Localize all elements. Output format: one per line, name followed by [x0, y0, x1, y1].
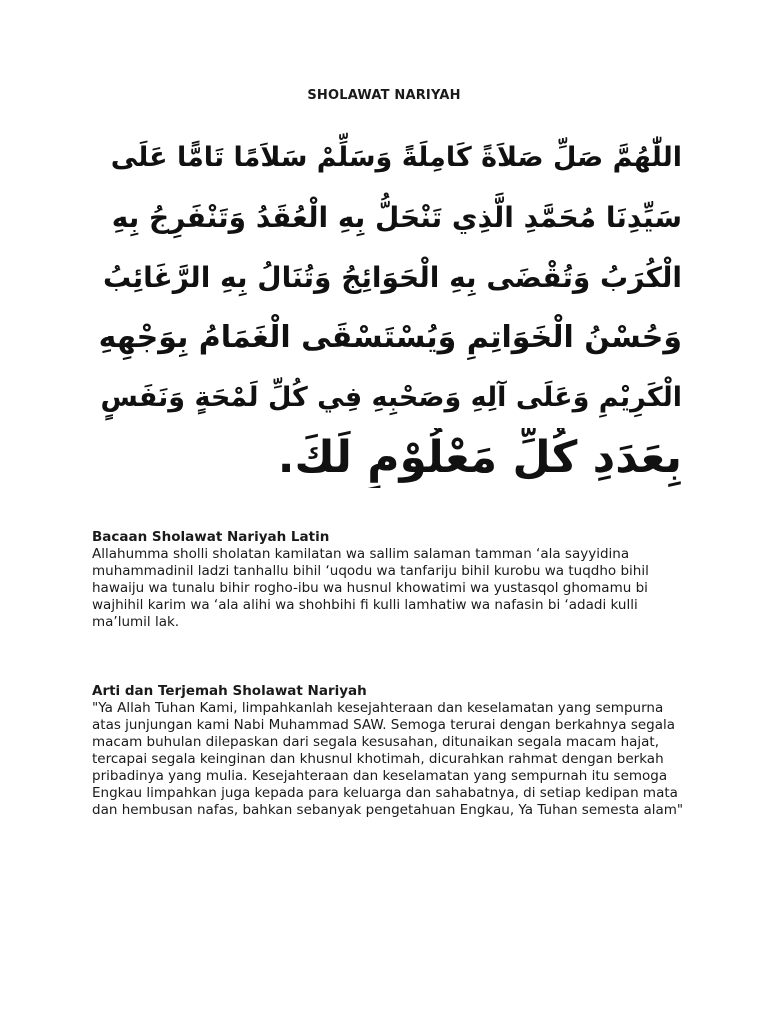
- translation-section-body: "Ya Allah Tuhan Kami, limpahkanlah kesejahteraan dan keselamatan yang sempurna atas junjungan kami Nabi Muhammad SAW. Semoga terurai dengan berkahnya segala macam buhulan dilepaskan dari segala kesusahan, ditunaikan segala macam hajat, tercapai segala keinginan dan khusnul khotimah, dicurahkan rahmat dengan berkah pribadinya yang mulia. Kesejahteraan dan keselamatan yang sempurnah itu semoga Engkau limpahkan juga kepada para keluarga dan sahabatnya, di setiap kedipan mata dan hembusan nafas, bahkan sebanyak pengetahuan Engkau, Ya Tuhan semesta alam": [92, 700, 684, 818]
- latin-section: [92, 529, 692, 631]
- translation-section: [92, 683, 692, 819]
- translation-section-heading: Arti dan Terjemah Sholawat Nariyah: [92, 683, 367, 699]
- document-title: SHOLAWAT NARIYAH: [307, 88, 461, 103]
- arabic-line-4: وَحُسْنُ الْخَوَاتِمِ وَيُسْتَسْقَى الْغَمَامُ بِوَجْهِهِ: [98, 320, 682, 355]
- arabic-line-3: الْكُرَبُ وَتُقْضَى بِهِ الْحَوَائِجُ وَتُنَالُ بِهِ الرَّغَائِبُ: [102, 261, 682, 294]
- arabic-line-1: اللّٰهُمَّ صَلِّ صَلاَةً كَامِلَةً وَسَلِّمْ سَلاَمًا تَامًّا عَلَى: [110, 142, 682, 173]
- arabic-text-block: [92, 128, 682, 488]
- arabic-line-2: سَيِّدِنَا مُحَمَّدِ الَّذِي تَنْحَلُّ بِهِ الْعُقَدُ وَتَنْفَرِجُ بِهِ: [111, 201, 682, 234]
- arabic-line-5: الْكَرِيْمِ وَعَلَى آلِهِ وَصَحْبِهِ فِي كُلِّ لَمْحَةٍ وَنَفَسٍ: [100, 382, 682, 413]
- latin-section-heading: Bacaan Sholawat Nariyah Latin: [92, 529, 330, 545]
- arabic-line-6: بِعَدَدِ كُلِّ مَعْلُوْمٍ لَكَ.: [277, 432, 682, 483]
- latin-section-body: Allahumma sholli sholatan kamilatan wa sallim salaman tamman ‘ala sayyidina muhammadinil ladzi tanhallu bihil ‘uqodu wa tanfariju bihil kurobu wa tuqdho bihil hawaiju wa tunalu bihir rogho-ibu wa husnul khowatimi wa yustasqol ghomamu bi wajhihil karim wa ‘ala alihi wa shohbihi fi kulli lamhatiw wa nafasin bi ‘adadi kulli ma’lumil lak.: [92, 546, 649, 630]
